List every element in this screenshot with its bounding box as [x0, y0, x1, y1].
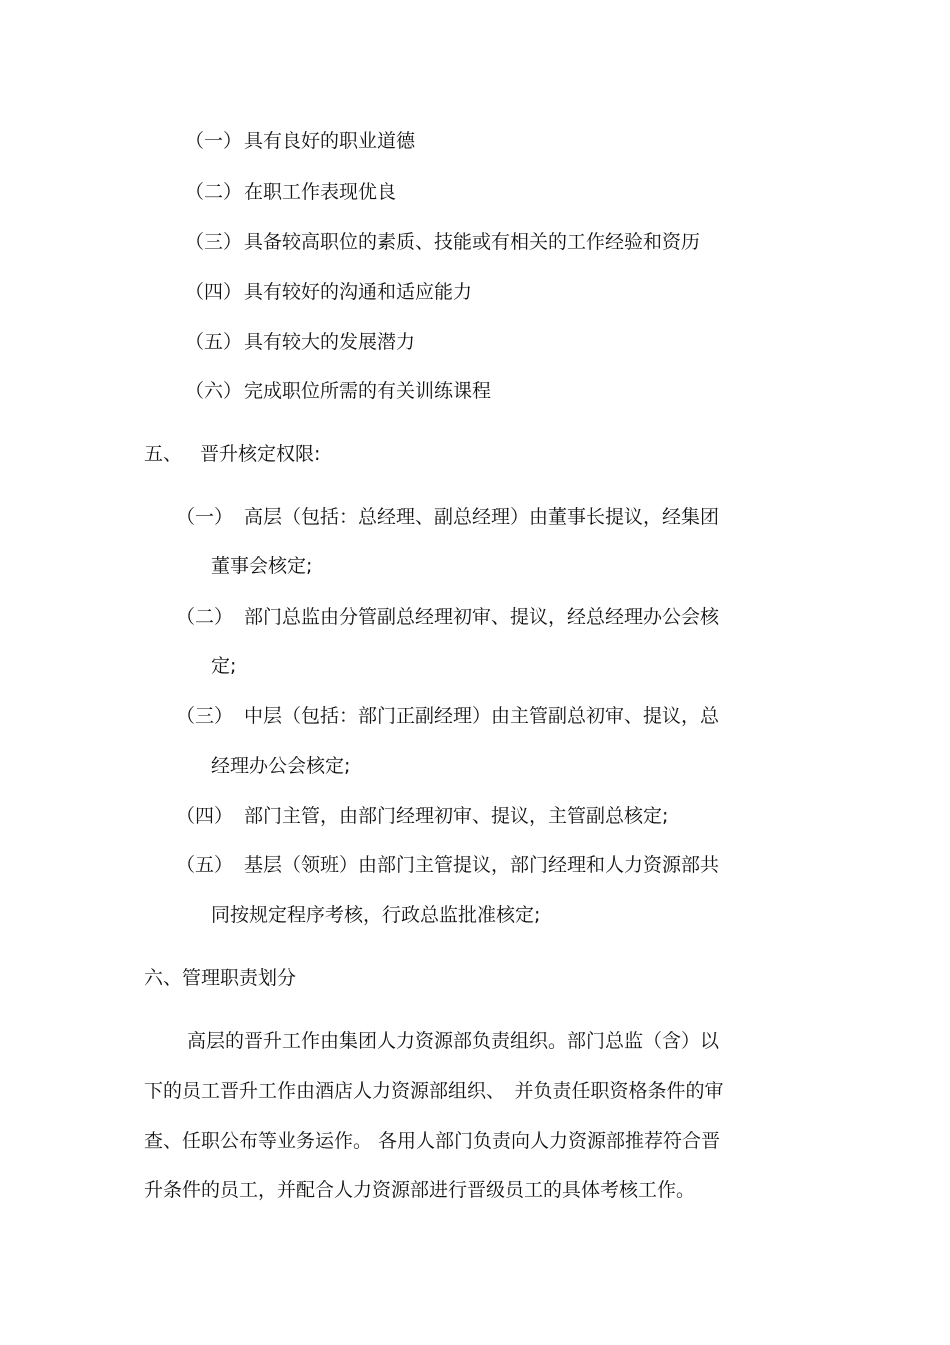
list-item-text: 基层（领班）由部门主管提议，部门经理和人力资源部共	[244, 854, 720, 876]
list-item-text: 在职工作表现优良	[244, 181, 397, 203]
list-item-text: 部门总监由分管副总经理初审、提议，经总经理办公会核	[244, 606, 720, 628]
list-item-text-continued: 经理办公会核定;	[211, 755, 351, 777]
list-item-number: （三）	[185, 231, 243, 253]
list-item-text: 具有较好的沟通和适应能力	[244, 281, 473, 303]
section-number: 五、	[144, 443, 183, 465]
list-item-text: 完成职位所需的有关训练课程	[244, 380, 492, 402]
list-item-number: （五）	[176, 854, 234, 876]
list-item-number: （一）	[176, 506, 234, 528]
list-item-number: （五）	[185, 331, 243, 353]
list-item-number: （三）	[176, 705, 234, 727]
list-item-text: 部门主管，由部门经理初审、提议，主管副总核定;	[244, 805, 669, 827]
paragraph-line: 高层的晋升工作由集团人力资源部负责组织。部门总监（含）以	[187, 1030, 720, 1052]
list-item-number: （一）	[185, 130, 243, 152]
list-item-number: （二）	[176, 606, 234, 628]
list-item-text-continued: 同按规定程序考核，行政总监批准核定;	[211, 904, 541, 926]
list-item-number: （四）	[185, 281, 243, 303]
list-item-number: （二）	[185, 181, 243, 203]
list-item-text: 具有较大的发展潜力	[244, 331, 416, 353]
section-heading: 六、管理职责划分	[144, 967, 297, 989]
paragraph-line: 升条件的员工，并配合人力资源部进行晋级员工的具体考核工作。	[144, 1179, 696, 1201]
list-item-text: 具备较高职位的素质、技能或有相关的工作经验和资历	[244, 231, 701, 253]
list-item-number: （六）	[185, 380, 243, 402]
list-item-text-continued: 董事会核定;	[211, 555, 313, 577]
section-title: 晋升核定权限:	[200, 443, 321, 465]
list-item-text: 中层（包括：部门正副经理）由主管副总初审、提议，总	[244, 705, 720, 727]
list-item-text: 高层（包括：总经理、副总经理）由董事长提议，经集团	[244, 506, 720, 528]
list-item-text: 具有良好的职业道德	[244, 130, 416, 152]
paragraph-line: 下的员工晋升工作由酒店人力资源部组织、 并负责任职资格条件的审	[144, 1080, 724, 1102]
list-item-text-continued: 定;	[211, 655, 237, 677]
list-item-number: （四）	[176, 805, 234, 827]
paragraph-line: 查、任职公布等业务运作。 各用人部门负责向人力资源部推荐符合晋	[144, 1130, 721, 1152]
